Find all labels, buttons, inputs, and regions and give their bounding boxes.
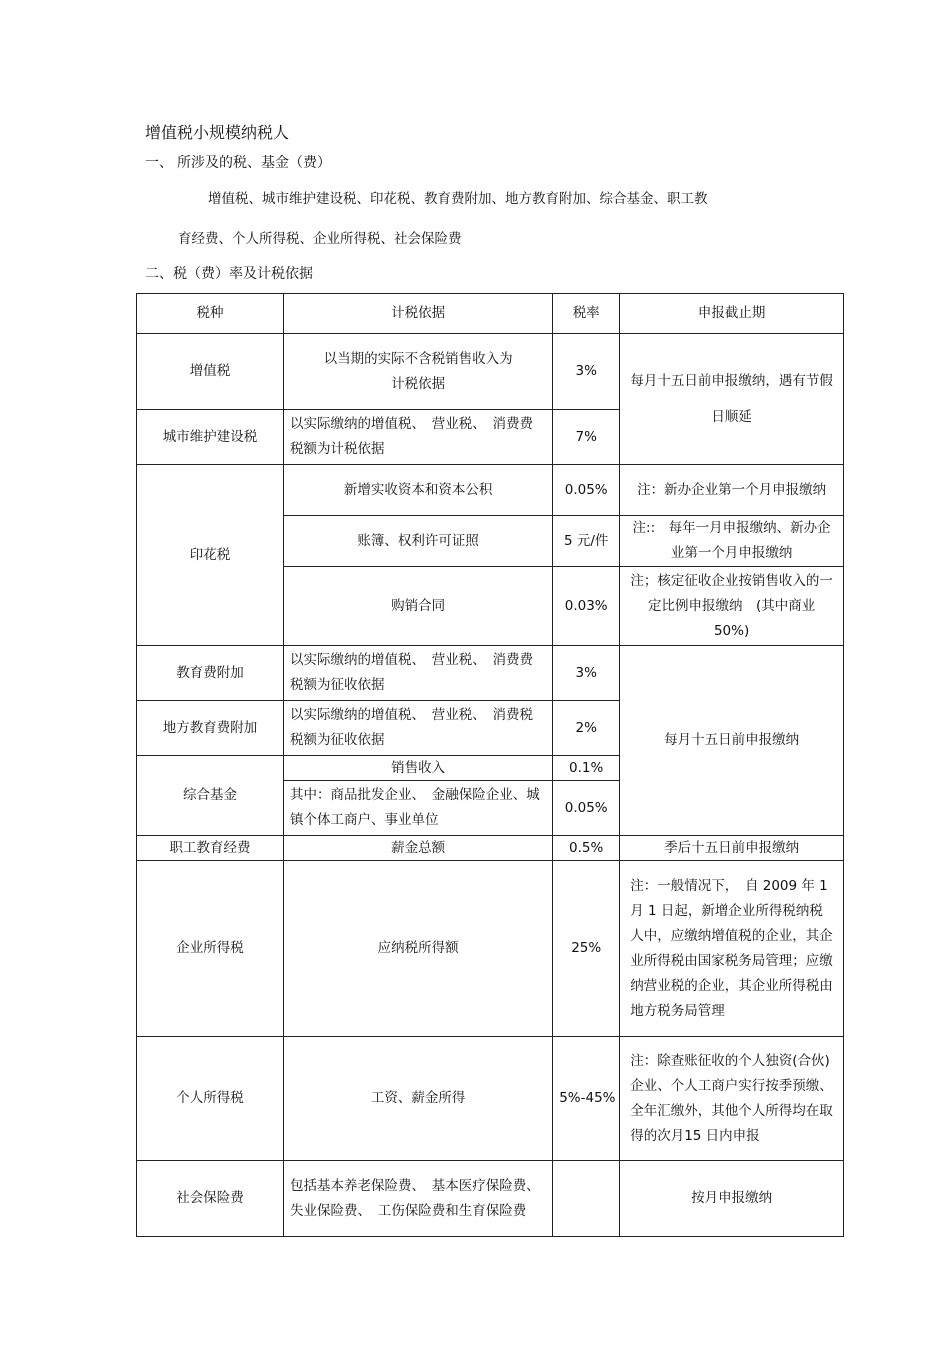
tax-basis: 新增实收资本和资本公积 bbox=[284, 465, 553, 516]
tax-rate: 0.05% bbox=[553, 781, 620, 836]
tax-rate: 3% bbox=[553, 646, 620, 701]
tax-rate: 0.03% bbox=[553, 567, 620, 646]
tax-rate-table bbox=[136, 293, 844, 1237]
tax-basis: 销售收入 bbox=[284, 756, 553, 781]
tax-deadline: 注；核定征收企业按销售收入的一定比例申报缴纳 (其中商业 50%) bbox=[620, 567, 844, 646]
header-tax-type: 税种 bbox=[137, 294, 284, 334]
tax-name: 地方教育费附加 bbox=[137, 701, 284, 756]
section-1-number: 一、 bbox=[145, 155, 173, 171]
tax-deadline: 每月十五日前申报缴纳 bbox=[620, 646, 844, 836]
section-1-heading bbox=[145, 152, 331, 172]
tax-name: 综合基金 bbox=[137, 756, 284, 836]
tax-rate: 0.1% bbox=[553, 756, 620, 781]
tax-basis: 购销合同 bbox=[284, 567, 553, 646]
tax-deadline: 注：新办企业第一个月申报缴纳 bbox=[620, 465, 844, 516]
tax-name: 社会保险费 bbox=[137, 1161, 284, 1237]
tax-basis: 包括基本养老保险费、 基本医疗保险费、失业保险费、 工伤保险费和生育保险费 bbox=[284, 1161, 553, 1237]
tax-rate bbox=[553, 1161, 620, 1237]
tax-rate: 25% bbox=[553, 861, 620, 1037]
tax-rate: 0.05% bbox=[553, 465, 620, 516]
tax-basis: 账簿、权利许可证照 bbox=[284, 516, 553, 567]
tax-basis: 以当期的实际不含税销售收入为计税依据 bbox=[284, 334, 553, 410]
table-row bbox=[137, 861, 844, 1037]
table-row bbox=[137, 334, 844, 410]
tax-basis: 其中：商品批发企业、 金融保险企业、城镇个体工商户、事业单位 bbox=[284, 781, 553, 836]
table-row bbox=[137, 836, 844, 861]
table-row bbox=[137, 1161, 844, 1237]
header-deadline: 申报截止期 bbox=[620, 294, 844, 334]
table-row bbox=[137, 646, 844, 701]
table-row bbox=[137, 465, 844, 516]
header-basis: 计税依据 bbox=[284, 294, 553, 334]
tax-deadline: 每月十五日前申报缴纳，遇有节假日顺延 bbox=[620, 334, 844, 465]
tax-deadline: 季后十五日前申报缴纳 bbox=[620, 836, 844, 861]
header-rate: 税率 bbox=[553, 294, 620, 334]
section-1-label: 所涉及的税、基金（费） bbox=[177, 155, 331, 171]
tax-rate: 3% bbox=[553, 334, 620, 410]
tax-basis: 应纳税所得额 bbox=[284, 861, 553, 1037]
tax-name: 增值税 bbox=[137, 334, 284, 410]
document-title: 增值税小规模纳税人 bbox=[145, 123, 290, 142]
tax-basis: 薪金总额 bbox=[284, 836, 553, 861]
tax-name: 个人所得税 bbox=[137, 1037, 284, 1161]
tax-basis: 工资、薪金所得 bbox=[284, 1037, 553, 1161]
tax-rate: 2% bbox=[553, 701, 620, 756]
tax-name: 城市维护建设税 bbox=[137, 410, 284, 465]
tax-rate: 5 元/件 bbox=[553, 516, 620, 567]
tax-deadline: 注：一般情况下， 自 2009 年 1 月 1 日起，新增企业所得税纳税人中，应缴纳增值税的企业，其企业所得税由国家税务局管理；应缴纳营业税的企业，其企业所得税由地方税务局管理 bbox=[620, 861, 844, 1037]
tax-deadline: 按月申报缴纳 bbox=[620, 1161, 844, 1237]
tax-rate: 5%-45% bbox=[553, 1037, 620, 1161]
tax-name: 企业所得税 bbox=[137, 861, 284, 1037]
tax-rate: 0.5% bbox=[553, 836, 620, 861]
tax-deadline: 注：除查账征收的个人独资(合伙)企业、个人工商户实行按季预缴、全年汇缴外，其他个人所得均在取得的次月15 日内申报 bbox=[620, 1037, 844, 1161]
table-row bbox=[137, 1037, 844, 1161]
tax-deadline: 注:: 每年一月申报缴纳、新办企业第一个月申报缴纳 bbox=[620, 516, 844, 567]
tax-name: 教育费附加 bbox=[137, 646, 284, 701]
tax-name: 印花税 bbox=[137, 465, 284, 646]
tax-basis: 以实际缴纳的增值税、 营业税、 消费费税额为征收依据 bbox=[284, 646, 553, 701]
tax-name: 职工教育经费 bbox=[137, 836, 284, 861]
tax-basis: 以实际缴纳的增值税、 营业税、 消费费税额为计税依据 bbox=[284, 410, 553, 465]
section-2-heading: 二、税（费）率及计税依据 bbox=[145, 266, 313, 282]
taxes-list-line-1: 增值税、城市维护建设税、印花税、教育费附加、地方教育附加、综合基金、职工教 bbox=[208, 191, 708, 207]
tax-rate: 7% bbox=[553, 410, 620, 465]
taxes-list-line-2: 育经费、个人所得税、企业所得税、社会保险费 bbox=[178, 231, 462, 247]
tax-basis: 以实际缴纳的增值税、 营业税、 消费税税额为征收依据 bbox=[284, 701, 553, 756]
table-header-row bbox=[137, 294, 844, 334]
